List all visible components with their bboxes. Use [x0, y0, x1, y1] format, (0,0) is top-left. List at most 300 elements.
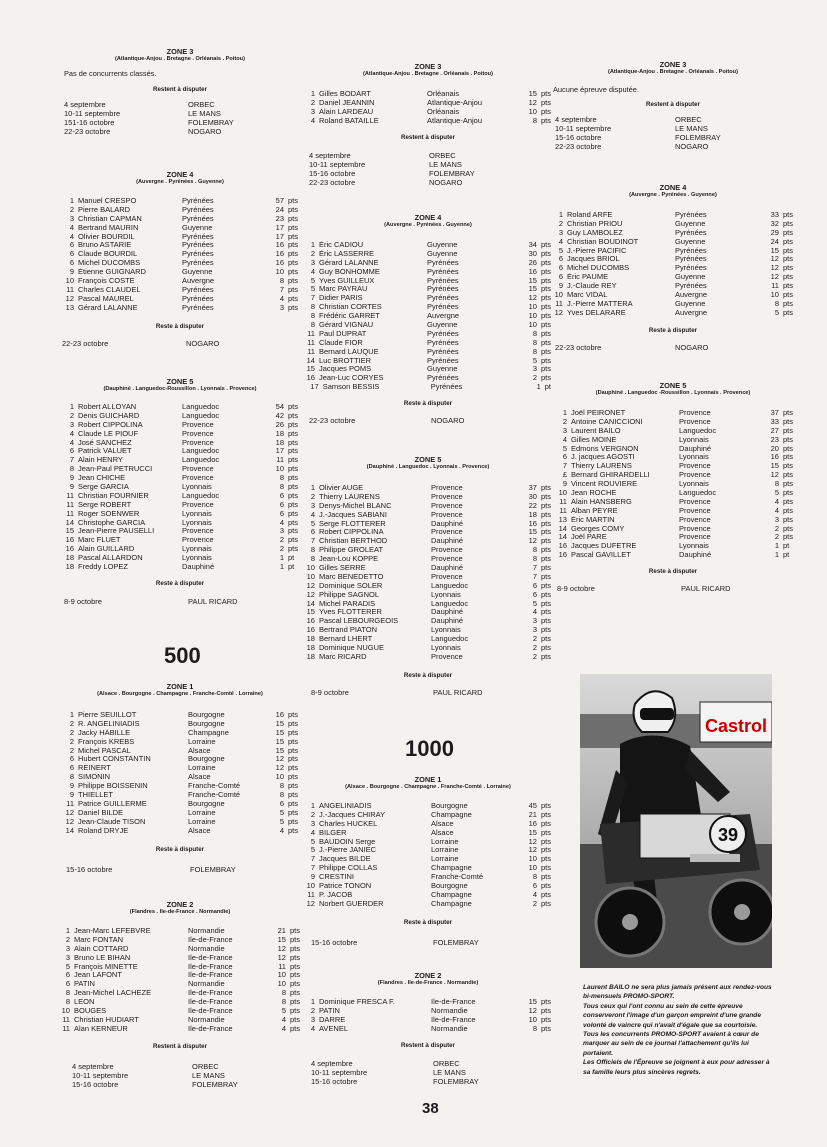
date-row	[555, 124, 793, 133]
zone-title: ZONE 5	[659, 381, 687, 390]
race-venue: FOLEMBRAY	[188, 118, 234, 127]
points: 21	[528, 809, 537, 819]
race-date: 15-16 octobre	[72, 1079, 119, 1089]
points-unit: pts	[289, 988, 300, 998]
region: Dauphiné	[678, 444, 712, 453]
points-unit: pts	[540, 818, 551, 828]
left-zone3	[60, 47, 300, 136]
zone-title: ZONE 2	[166, 900, 194, 909]
points: 18	[275, 428, 284, 438]
points: 7	[532, 563, 537, 573]
date-row	[66, 865, 300, 874]
points-unit: pts	[540, 266, 551, 276]
standings-row	[60, 421, 300, 430]
zone-subtitle: (Dauphiné . Languedoc . Lyonnais . Provence)	[366, 464, 490, 470]
points: 8	[774, 298, 779, 308]
points: 8	[279, 482, 284, 492]
race-date: 10-11 septembre	[64, 109, 121, 118]
region: Provence	[678, 462, 711, 471]
region: Dauphiné	[679, 551, 712, 560]
points: 23	[770, 434, 779, 444]
standings-row	[305, 582, 551, 591]
rank: 9	[69, 482, 74, 492]
points: 16	[528, 266, 537, 276]
rider-name: REINERT	[78, 764, 111, 773]
race-venue: PAUL RICARD	[433, 687, 483, 697]
race-date: 15-16 octobre	[66, 865, 113, 875]
rank: 5	[310, 275, 315, 285]
rider-name: Bruno ASTARIE	[78, 241, 132, 250]
rider-name: Claude BOURDIL	[78, 250, 138, 259]
points-unit: pts	[540, 284, 551, 294]
rank: 7	[69, 455, 74, 465]
race-date: 8-9 octobre	[64, 596, 102, 606]
region: Provence	[678, 515, 711, 524]
points: 10	[528, 863, 537, 873]
points-unit: pts	[288, 825, 299, 835]
points-unit: pts	[289, 961, 300, 971]
rank: 4	[558, 236, 563, 246]
standings-row	[305, 626, 551, 635]
points-unit: pts	[288, 790, 299, 800]
standings-row	[60, 519, 300, 528]
standings-table	[305, 802, 551, 909]
points-unit: pts	[540, 337, 551, 347]
standings-row	[305, 1025, 551, 1034]
points-unit: pts	[782, 307, 793, 317]
points: 57	[275, 196, 284, 205]
points: 3	[279, 526, 284, 536]
standings-row	[553, 533, 793, 542]
points: 10	[275, 464, 284, 474]
rider-name: Jacky HABILLE	[78, 728, 131, 737]
points-unit: pts	[540, 845, 551, 855]
points-unit: pts	[289, 934, 300, 944]
points-unit: pts	[289, 997, 300, 1007]
points: 1	[774, 550, 779, 560]
points-unit: pt	[783, 541, 790, 551]
rank: 18	[306, 634, 315, 644]
region: Guyenne	[674, 219, 706, 228]
zone-title: ZONE 3	[166, 47, 194, 56]
category-500: 500	[164, 643, 201, 668]
rider-name: Robert ALLOYAN	[78, 403, 137, 411]
race-venue: NOGARO	[186, 338, 220, 348]
date-row	[555, 343, 793, 352]
region: Lyonnais	[678, 435, 709, 444]
rider-name: Alain LARDEAU	[318, 107, 374, 116]
region: Ile-de-France	[187, 962, 233, 971]
standings-row	[305, 117, 551, 126]
standings-row	[60, 430, 300, 439]
standings-row	[305, 528, 551, 537]
rank: 14	[306, 355, 315, 365]
rider-name: Thierry LAURENS	[570, 462, 632, 471]
rank: 3	[310, 257, 315, 267]
rank: 6	[558, 263, 563, 273]
points: 8	[532, 346, 537, 356]
region: Bourgogne	[430, 802, 468, 810]
rider-name: Jean-Michel LACHEZE	[73, 989, 152, 998]
rider-name: Alain GUILLARD	[78, 545, 135, 554]
rank: 2	[562, 416, 567, 426]
points: 26	[275, 419, 284, 429]
rider-name: Philippe BOISSENIN	[78, 782, 148, 791]
race-venue: ORBEC	[433, 1058, 460, 1068]
date-row	[64, 597, 300, 606]
standings-row	[553, 264, 793, 273]
date-row	[72, 1080, 300, 1089]
remaining-dates	[553, 343, 793, 352]
points-unit: pts	[782, 227, 793, 237]
points-unit: pts	[540, 115, 551, 125]
standings-row	[60, 747, 300, 756]
points-unit: pts	[540, 518, 551, 528]
region: Provence	[182, 420, 214, 429]
points-unit: pts	[288, 517, 299, 527]
rank: 14	[558, 532, 567, 542]
points-unit: pts	[540, 836, 551, 846]
points-unit: pts	[540, 275, 551, 285]
rank: 5	[310, 836, 315, 846]
points: 4	[532, 607, 537, 617]
standings-row	[305, 1016, 551, 1025]
region: Lyonnais	[430, 626, 461, 635]
standings-row	[305, 303, 551, 312]
points: 12	[277, 943, 286, 953]
points: 8	[532, 1023, 537, 1033]
rest-title: Restent à disputer	[153, 1042, 207, 1050]
rank: 3	[65, 952, 70, 962]
race-venue: LE MANS	[429, 159, 462, 169]
standings-row	[553, 471, 793, 480]
points-unit: pts	[288, 763, 299, 773]
rider-name: P. JACOB	[318, 890, 353, 899]
region: Guyenne	[426, 249, 458, 258]
rank: 5	[562, 443, 567, 453]
rider-name: Éric LASSERRE	[318, 249, 375, 258]
region: Lorraine	[188, 737, 216, 746]
region: Provence	[430, 492, 463, 501]
points-unit: pts	[288, 276, 299, 286]
standings-row	[60, 241, 300, 250]
standings-row	[305, 511, 551, 520]
rider-name: Samson BESSIS	[322, 383, 380, 392]
standings-row	[305, 502, 551, 511]
race-venue: NOGARO	[429, 177, 463, 187]
standings-row	[305, 90, 551, 99]
rank: 8	[69, 772, 74, 782]
zone-subtitle: (Auvergne . Pyrénées . Guyenne)	[384, 222, 472, 228]
points: 22	[528, 500, 537, 510]
rider-name: Yves FLOTTERER	[318, 608, 382, 617]
standings-row	[60, 980, 300, 989]
rank: 11	[559, 505, 567, 515]
region: Pyrénées	[426, 329, 459, 338]
points-unit: pts	[540, 240, 551, 249]
region: Languedoc	[430, 599, 469, 608]
region: Languedoc	[182, 411, 220, 420]
rank: 12	[65, 293, 74, 303]
region: Guyenne	[674, 299, 706, 308]
standings-row	[305, 635, 551, 644]
region: Champagne	[430, 899, 472, 908]
region: Pyrénées	[426, 285, 459, 294]
points: 11	[278, 961, 286, 971]
rider-name: Christian CORTES	[318, 303, 382, 312]
standings-row	[60, 277, 300, 286]
points-unit: pts	[288, 736, 299, 746]
points-unit: pts	[288, 293, 299, 303]
points: 15	[528, 997, 537, 1006]
race-date: 10-11 septembre	[311, 1067, 368, 1077]
region: Dauphiné	[430, 519, 464, 528]
standings-row	[305, 484, 551, 493]
rank: 15	[306, 364, 315, 374]
remaining-dates	[305, 416, 551, 425]
rider-name: Éric CADIOU	[318, 241, 364, 249]
points: 12	[275, 763, 284, 773]
rank: 4	[69, 437, 74, 447]
rank: 11	[307, 337, 315, 347]
rider-name: Michel DUCOMBS	[78, 259, 141, 268]
region: Lyonnais	[430, 590, 461, 599]
region: Provence	[182, 527, 214, 536]
points: 10	[528, 1014, 537, 1024]
rank: 6	[562, 452, 567, 462]
rank: 11	[66, 490, 74, 500]
points: 6	[532, 881, 537, 891]
standings-row	[305, 591, 551, 600]
points: 10	[528, 302, 537, 312]
region: Pyrénées	[674, 282, 707, 291]
region: Guyenne	[426, 365, 458, 374]
remaining-dates	[60, 339, 300, 348]
rest-title: Reste à disputer	[403, 400, 453, 408]
rank: 1	[310, 997, 315, 1006]
rider-name: Jean-Pierre PAUSELLI	[78, 527, 155, 536]
points: 15	[275, 736, 284, 746]
points-unit: pts	[540, 607, 551, 617]
rank: 17	[310, 382, 319, 392]
rider-name: Patrice TONON	[318, 882, 372, 891]
region: Champagne	[430, 864, 472, 873]
region: Pyrénées	[674, 211, 707, 219]
points: 1	[774, 541, 779, 551]
rank: 15	[65, 526, 74, 536]
points-unit: pts	[782, 416, 793, 426]
standings-table	[553, 211, 793, 318]
rider-name: Éric MARTIN	[570, 515, 615, 524]
points-unit: pts	[288, 535, 299, 545]
standings-row	[60, 927, 300, 936]
race-venue: PAUL RICARD	[681, 584, 731, 594]
race-venue: PAUL RICARD	[188, 596, 238, 606]
points: 5	[532, 598, 537, 608]
page-number: 38	[422, 1100, 439, 1117]
points-unit: pts	[288, 490, 299, 500]
standings-row	[305, 294, 551, 303]
points-unit: pts	[540, 872, 551, 882]
rider-name: Michel PARADIS	[318, 599, 376, 608]
points: 34	[528, 240, 537, 249]
points-unit: pts	[782, 263, 793, 273]
standings-row	[305, 998, 551, 1007]
region: Pyrénées	[430, 383, 463, 392]
race-venue: FOLEMBRAY	[192, 1079, 238, 1089]
points: 5	[774, 488, 779, 498]
points-unit: pts	[288, 710, 299, 719]
points: 8	[281, 988, 286, 998]
rider-name: Roger SOENWER	[78, 509, 140, 518]
rank: 16	[558, 550, 567, 560]
points-unit: pts	[288, 526, 299, 536]
rank: 6	[69, 763, 74, 773]
points-unit: pts	[540, 89, 551, 98]
rider-name: Pierre BALARD	[78, 205, 131, 214]
points: 17	[275, 222, 284, 232]
rider-name: Michel PASCAL	[78, 746, 131, 755]
points-unit: pts	[288, 410, 299, 420]
race-venue: LE MANS	[433, 1067, 466, 1077]
rider-name: PATIN	[318, 1006, 340, 1015]
points-unit: pts	[540, 302, 551, 312]
standings-table	[60, 403, 300, 572]
rank: 4	[69, 231, 74, 241]
standings-row	[60, 963, 300, 972]
rider-name: Dominique FRESCA F.	[318, 998, 395, 1006]
rank: 3	[65, 943, 70, 953]
rank: 3	[69, 213, 74, 223]
points: 15	[275, 718, 284, 728]
rest-title: Reste à disputer	[648, 568, 698, 576]
rank: 12	[306, 898, 315, 908]
rider-name: Gilles SERRE	[318, 564, 366, 573]
standings-row	[305, 573, 551, 582]
points: 11	[276, 455, 284, 465]
right-zone5	[553, 381, 793, 593]
points-unit: pts	[782, 461, 793, 471]
rider-name: François KREBS	[78, 737, 135, 746]
zone-subtitle: (Alsace . Bourgogne . Champagne . Franche-Comté . Lorraine)	[97, 691, 263, 697]
points: 12	[528, 1005, 537, 1015]
region: Languedoc	[678, 489, 717, 498]
standings-row	[305, 520, 551, 529]
rider-name: Étienne GUIGNARD	[78, 268, 146, 277]
rank: 4	[69, 428, 74, 438]
rest-title: Restent à disputer	[646, 101, 700, 108]
points-unit: pts	[540, 854, 551, 864]
region: Provence	[430, 555, 463, 564]
points: 6	[532, 589, 537, 599]
rider-name: Jean CHICHE	[78, 474, 126, 483]
points: 12	[770, 470, 779, 480]
region: Ile-de-France	[187, 935, 233, 944]
standings-row	[60, 827, 300, 836]
rider-name: Roland ARFE	[566, 211, 613, 219]
points: 5	[281, 1006, 286, 1016]
zone-title: ZONE 1	[414, 775, 442, 784]
points: 2	[279, 544, 284, 554]
rider-name: Philippe GROLEAT	[318, 546, 384, 555]
rank: 2	[69, 736, 74, 746]
points-unit: pts	[540, 293, 551, 303]
standings-row	[305, 241, 551, 250]
region: Provence	[430, 652, 463, 661]
points-unit: pts	[288, 402, 299, 411]
rank: 13	[65, 302, 74, 312]
points: 15	[528, 275, 537, 285]
points: 10	[528, 320, 537, 330]
points-unit: pts	[289, 926, 300, 935]
standings-row	[305, 838, 551, 847]
rider-name: Paul DUPRAT	[318, 329, 367, 338]
date-row	[555, 133, 793, 142]
rider-name: Bernard GHIRARDELLI	[570, 471, 650, 480]
points-unit: pts	[540, 346, 551, 356]
points: 3	[532, 625, 537, 635]
rider-name: Roland DRYJE	[78, 826, 129, 835]
region: Bourgogne	[188, 719, 225, 728]
rank: 11	[66, 508, 74, 518]
region: Provence	[430, 528, 463, 537]
points: 5	[279, 816, 284, 826]
points-unit: pts	[782, 505, 793, 515]
rider-name: ANGELINIADIS	[318, 802, 372, 810]
rider-name: Bernard LHERT	[318, 635, 373, 644]
rest-title: Reste à disputer	[155, 322, 205, 330]
rank: 13	[558, 514, 567, 524]
points-unit: pts	[540, 248, 551, 258]
rider-name: José SANCHEZ	[78, 438, 132, 447]
standings-row	[553, 418, 793, 427]
points: 6	[279, 798, 284, 808]
rider-name: Alain COTTARD	[73, 944, 129, 953]
points-unit: pts	[540, 1005, 551, 1015]
region: Auvergne	[674, 291, 708, 300]
rank: 14	[65, 517, 74, 527]
region: Ile-de-France	[187, 998, 233, 1007]
zone-subtitle: (Flandres . Ile-de-France . Normandie)	[377, 980, 479, 986]
points: 17	[275, 231, 284, 241]
points: 4	[774, 505, 779, 515]
points: 5	[532, 355, 537, 365]
rider-name: François MINETTE	[73, 962, 138, 971]
rider-name: Marc PAYRAU	[318, 285, 368, 294]
standings-row	[305, 555, 551, 564]
standings-row	[305, 811, 551, 820]
points: 10	[277, 979, 286, 989]
points: 2	[532, 634, 537, 644]
rider-name: Christian FOURNIER	[78, 491, 149, 500]
remaining-dates	[305, 1059, 551, 1086]
region: Champagne	[430, 810, 472, 819]
rank: 18	[65, 553, 74, 563]
points: 8	[279, 276, 284, 286]
region: Pyrénées	[182, 197, 214, 205]
race-date: 8-9 octobre	[311, 687, 349, 697]
rank: 4	[310, 1023, 315, 1033]
rank: 2	[69, 204, 74, 214]
rider-name: J.-Pierre JANIEC	[318, 846, 377, 855]
region: Ile-de-France	[430, 1015, 476, 1024]
rest-title: Reste à disputer	[155, 846, 205, 854]
rank: 9	[558, 281, 563, 291]
standings-row	[553, 282, 793, 291]
standings-row	[60, 501, 300, 510]
caption-paragraph: Laurent BAILO ne sera plus jamais présent aux rendez-vous bi-mensuels PROMO-SPORT.	[583, 984, 772, 1001]
points-unit: pts	[782, 443, 793, 453]
